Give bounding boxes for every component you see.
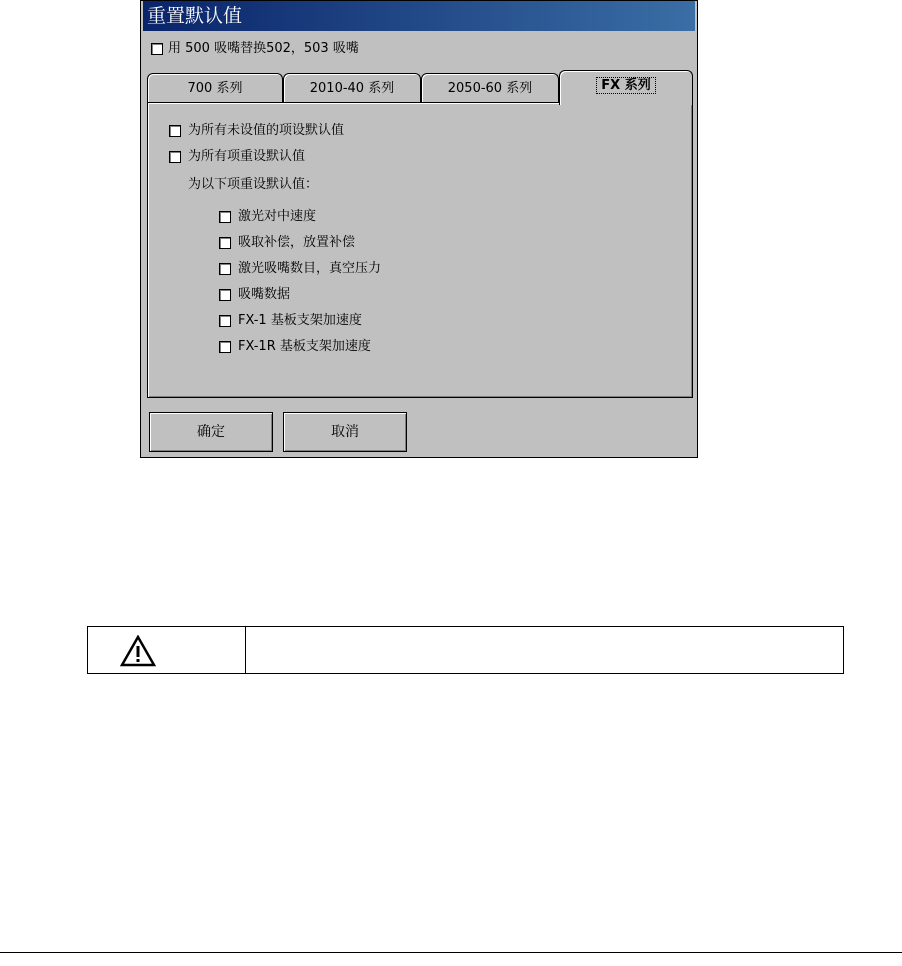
warning-table: [87, 626, 844, 674]
warning-icon-cell: [88, 627, 246, 673]
tab-2050-60-series[interactable]: 2050-60 系列: [421, 73, 559, 103]
nozzle-data-checkbox[interactable]: [219, 289, 231, 301]
fx-series-panel: [147, 102, 693, 398]
laser-nozzle-vacuum-checkbox[interactable]: [219, 263, 231, 275]
cancel-button[interactable]: 取消: [283, 412, 407, 452]
tab-strip: [147, 70, 693, 102]
laser-centering-speed-label: 激光对中速度: [238, 209, 317, 224]
warning-triangle-icon: [120, 635, 156, 667]
fx1r-board-support-accel-label: FX-1R 基板支架加速度: [238, 339, 371, 354]
reset-all-checkbox[interactable]: [169, 151, 181, 163]
reset-all-unset-label: 为所有未设值的项设默认值: [188, 123, 345, 138]
replace-nozzle-label: 用 500 吸嘴替换502，503 吸嘴: [168, 41, 359, 56]
tab-2010-40-series[interactable]: 2010-40 系列: [283, 73, 421, 103]
laser-nozzle-vacuum-label: 激光吸嘴数目，真空压力: [238, 261, 382, 276]
replace-nozzle-checkbox[interactable]: [151, 43, 163, 55]
tab-fx-series-label: FX 系列: [596, 77, 655, 94]
fx1-board-support-accel-label: FX-1 基板支架加速度: [238, 313, 362, 328]
reset-defaults-dialog: [140, 0, 698, 458]
tab-700-series[interactable]: 700 系列: [147, 73, 283, 103]
tab-fx-series[interactable]: [559, 70, 693, 105]
pick-place-compensation-checkbox[interactable]: [219, 237, 231, 249]
nozzle-data-label: 吸嘴数据: [238, 287, 291, 302]
fx1r-board-support-accel-checkbox[interactable]: [219, 341, 231, 353]
reset-all-unset-checkbox[interactable]: [169, 125, 181, 137]
ok-button[interactable]: 确定: [149, 412, 273, 452]
reset-all-label: 为所有项重设默认值: [188, 149, 306, 164]
fx1-board-support-accel-checkbox[interactable]: [219, 315, 231, 327]
pick-place-compensation-label: 吸取补偿，放置补偿: [238, 235, 356, 250]
reset-following-heading: 为以下项重设默认值：: [188, 177, 319, 192]
laser-centering-speed-checkbox[interactable]: [219, 211, 231, 223]
dialog-title: 重置默认值: [143, 1, 695, 31]
page-bottom-rule: [0, 952, 902, 953]
